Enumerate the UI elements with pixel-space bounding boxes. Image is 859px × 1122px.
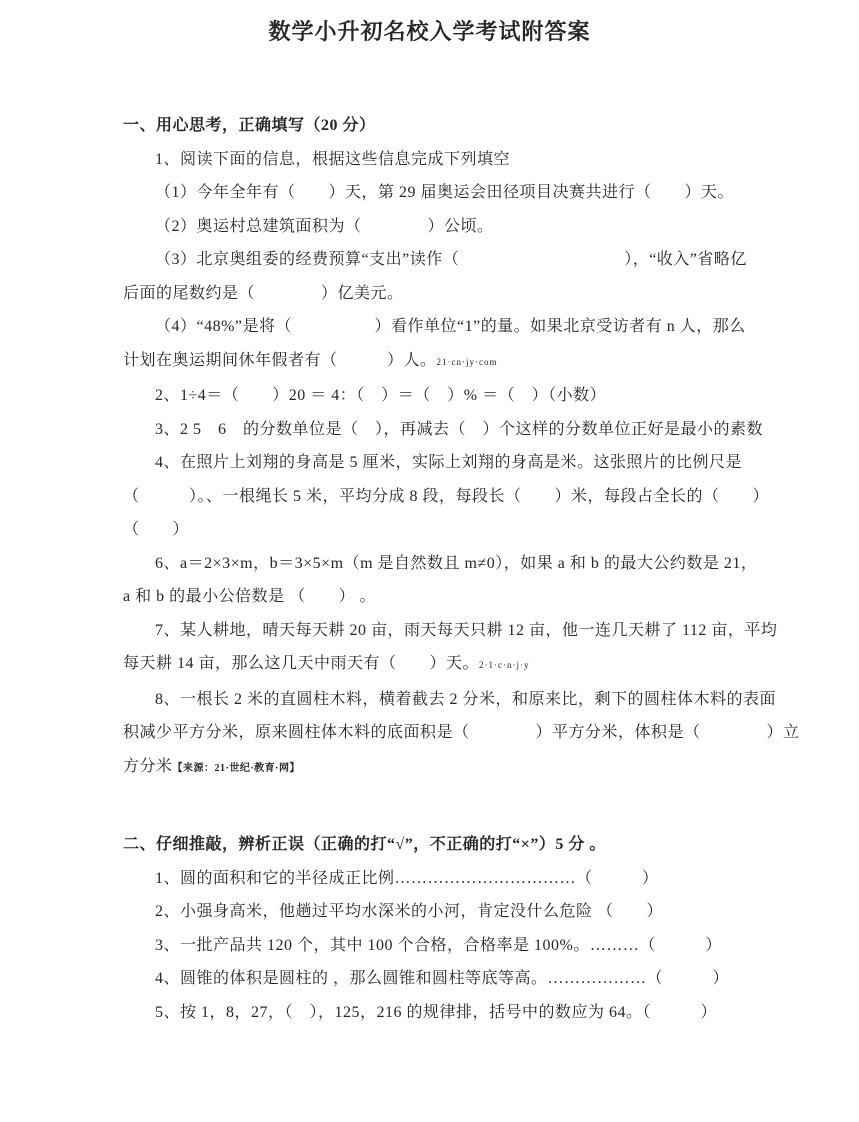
question-text: a 和 b 的最小公倍数是 （ ） 。 [123, 588, 377, 605]
question-text: 2、小强身高米，他趟过平均水深米的小河，肯定没什么危险 （ ） [155, 903, 664, 920]
question-line [123, 929, 743, 963]
question-line [123, 647, 743, 683]
question-line [123, 379, 743, 413]
question-text: 1、阅读下面的信息，根据这些信息完成下列填空 [155, 150, 511, 168]
question-line [123, 277, 743, 311]
question-text: （ ） [123, 521, 190, 538]
question-line [123, 716, 800, 750]
exam-section [123, 828, 743, 1029]
question-text: 1、圆的面积和它的半径成正比例……………………………（ ） [155, 869, 659, 887]
question-text: 7、某人耕地，晴天每天耕 20 亩，雨天每天只耕 12 亩，他一连几天耕了 112 亩，平均 [155, 621, 778, 639]
question-text: （3）北京奥组委的经费预算“支出”读作（ ），“收入”省略亿 [155, 251, 747, 268]
question-text: （4）“48%”是将（ ）看作单位“1”的量。如果北京受访者有 n 人，那么 [155, 318, 746, 335]
question-text: 3、一批产品共 120 个，其中 100 个合格，合格率是 100%。………（ ） [155, 936, 722, 954]
question-text: 3、2 5 6 的分数单位是（ ），再减去（ ）个这样的分数单位正好是最小的素数 [155, 420, 764, 438]
question-text: 每天耕 14 亩，那么这几天中雨天有（ ）天。 [123, 655, 480, 672]
section-heading: 二、仔细推敲，辨析正误（正确的打“√”，不正确的打“×”）5 分 。 [123, 836, 606, 853]
question-line [123, 344, 743, 380]
page-title: 数学小升初名校入学考试附答案 [268, 19, 591, 44]
source-tag: 【来源：21·世纪·教育·网】 [172, 762, 301, 774]
question-text: 2、1÷4＝（ ）20 ＝ 4：（ ）＝（ ）% ＝（ ）（小数） [155, 387, 607, 404]
section-heading: 一、用心思考，正确填写（20 分） [123, 117, 376, 134]
exam-section [123, 109, 800, 785]
question-text: 6、a＝2×3×m，b＝3×5×m（m 是自然数且 m≠0），如果 a 和 b 的最大公约数是 21， [155, 554, 758, 572]
question-line [123, 862, 743, 896]
question-text: 后面的尾数约是（ ）亿美元。 [123, 284, 404, 302]
question-text: 4、圆锥的体积是圆柱的 ，那么圆锥和圆柱等底等高。………………（ ） [155, 970, 730, 987]
question-line [123, 446, 743, 480]
document-body [123, 109, 800, 1029]
question-line [123, 210, 743, 244]
question-line [123, 683, 777, 717]
question-text: （1）今年全年有（ ）天，第 29 届奥运会田径项目决赛共进行（ ）天。 [155, 184, 735, 201]
question-text: 积减少平方分米，原来圆柱体木料的底面积是（ ）平方分米，体积是（ ）立 [123, 724, 800, 741]
question-line [123, 996, 743, 1030]
question-line [123, 614, 778, 648]
question-line [123, 310, 746, 344]
question-line [123, 580, 743, 614]
question-line [123, 176, 743, 210]
question-line [123, 962, 743, 996]
question-text: 4、在照片上刘翔的身高是 5 厘米，实际上刘翔的身高是米。这张照片的比例尺是 [155, 454, 743, 471]
watermark-text: 2·1·c·n·j·y [479, 660, 530, 670]
question-line [123, 480, 770, 514]
question-line [123, 243, 747, 277]
question-line [123, 413, 764, 447]
question-line [123, 143, 743, 177]
question-text: （2）奥运村总建筑面积为（ ）公顷。 [155, 217, 494, 235]
question-text: 方分米 [123, 757, 173, 775]
question-text: 8、一根长 2 米的直圆柱木料，横着截去 2 分米，和原来比，剩下的圆柱体木料的表面 [155, 690, 777, 708]
question-text: 计划在奥运期间休年假者有（ ）人。 [123, 351, 437, 369]
question-line [123, 513, 743, 547]
question-text: （ ）。、一根绳长 5 米，平均分成 8 段，每段长（ ）米，每段占全长的（ ） [123, 487, 770, 505]
watermark-text: 21·cn·jy·com [436, 356, 498, 367]
question-line [123, 895, 743, 929]
question-line [123, 547, 758, 581]
question-text: 5、按 1，8，27，（ ），125，216 的规律排，括号中的数应为 64。（ ） [155, 1003, 718, 1021]
question-line [123, 750, 743, 786]
